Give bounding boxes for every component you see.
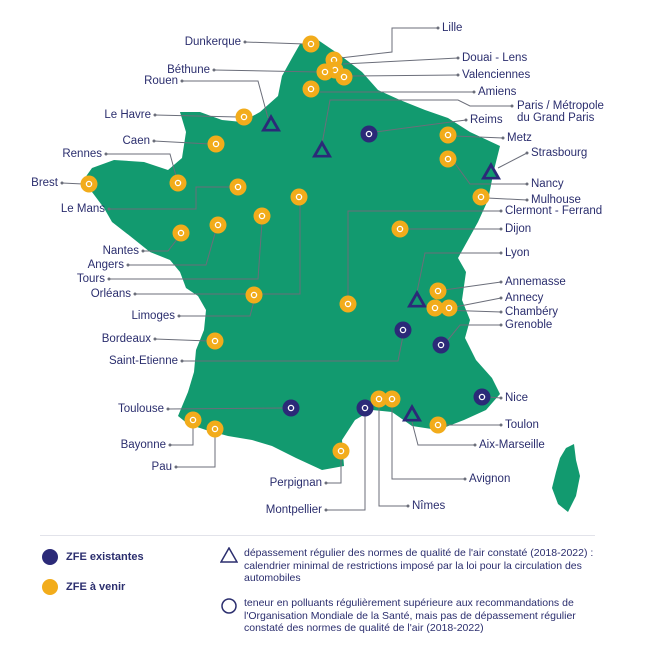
leader-end-rennes [105, 153, 108, 156]
zfe-circle-marker-toulon [430, 417, 447, 434]
city-label-amiens: Amiens [478, 86, 517, 98]
corsica-shape [552, 444, 580, 512]
city-label-nantes: Nantes [102, 245, 139, 257]
leader-end-nancy [526, 183, 529, 186]
city-label-rennes: Rennes [62, 148, 102, 160]
zfe-circle-marker-mulhouse [473, 189, 490, 206]
leader-end-le-mans [108, 208, 111, 211]
leader-end-angers [127, 264, 130, 267]
zfe-circle-marker-tours [254, 208, 271, 225]
zfe-circle-marker-pau [207, 421, 224, 438]
leader-line-lille [340, 28, 438, 58]
city-label-toulouse: Toulouse [117, 403, 164, 415]
leader-end-nimes [407, 505, 410, 508]
zfe-circle-marker-nancy [440, 151, 457, 168]
legend-triangle-text: dépassement régulier des normes de qualité de l'air constaté (2018-2022) : calendrier minimal de restrictions imposé par la loi pour la circulation des automobiles [244, 547, 594, 584]
leader-end-valenciennes [457, 74, 460, 77]
leader-end-brest [61, 182, 64, 185]
leader-line-brest [62, 183, 83, 184]
leader-end-orleans [134, 293, 137, 296]
zfe-circle-marker-saint-etienne [395, 322, 412, 339]
leader-end-tours [108, 278, 111, 281]
leader-end-toulouse [167, 408, 170, 411]
city-label-paris: Paris / Métropole du Grand Paris [517, 100, 604, 124]
leader-end-saint-etienne [181, 360, 184, 363]
leader-end-metz [502, 137, 505, 140]
zfe-circle-marker-nimes [371, 391, 388, 408]
city-label-nimes: Nîmes [412, 500, 446, 512]
legend-divider [40, 535, 595, 536]
zfe-circle-marker-bordeaux [207, 333, 224, 350]
leader-end-rouen [181, 80, 184, 83]
city-label-nice: Nice [505, 392, 529, 404]
leader-end-clermont-ferrand [500, 210, 503, 213]
zfe-circle-marker-metz [440, 127, 457, 144]
city-label-grenoble: Grenoble [505, 319, 553, 331]
zfe-circle-marker-chambery [427, 300, 444, 317]
leader-end-lyon [500, 252, 503, 255]
zfe-circle-marker-nantes [173, 225, 190, 242]
zfe-circle-marker-caen [208, 136, 225, 153]
leader-end-bethune [213, 69, 216, 72]
zfe-circle-marker-brest [81, 176, 98, 193]
zfe-circle-marker-angers [210, 217, 227, 234]
circle-symbol-icon [220, 597, 238, 615]
leader-end-paris [511, 105, 514, 108]
leader-line-mulhouse [487, 198, 527, 200]
leader-end-annemasse [500, 281, 503, 284]
leader-end-nice [500, 397, 503, 400]
city-label-aix-marseille: Aix-Marseille [479, 439, 545, 451]
leader-end-dunkerque [244, 41, 247, 44]
leader-line-bayonne [170, 426, 193, 445]
zfe-circle-marker-valenciennes [336, 69, 353, 86]
leader-line-strasbourg [498, 153, 527, 168]
zfe-circle-marker-clermont-ferrand [340, 296, 357, 313]
zfe-circle-marker-rennes [170, 175, 187, 192]
legend-circle-text: teneur en polluants régulièrement supérieure aux recommandations de l'Organisation Mondiale de la Santé, mais pas de dépassement régulier constaté des normes de qualité de l'air (2018-2022) [244, 597, 576, 634]
legend-upcoming [42, 579, 125, 595]
leader-line-dunkerque [245, 42, 305, 44]
leader-end-avignon [464, 478, 467, 481]
city-label-valenciennes: Valenciennes [462, 69, 531, 81]
triangle-symbol-icon [220, 547, 238, 563]
city-label-le-mans: Le Mans [60, 203, 105, 215]
city-label-brest: Brest [31, 177, 58, 189]
city-label-lyon: Lyon [505, 247, 530, 259]
city-label-metz: Metz [507, 132, 532, 144]
zfe-circle-marker-limoges [246, 287, 263, 304]
legend [0, 535, 650, 645]
zfe-circle-marker-toulouse [283, 400, 300, 417]
city-label-montpellier: Montpellier [265, 504, 322, 516]
leader-line-pau [176, 435, 215, 467]
leader-end-chambery [500, 311, 503, 314]
zfe-circle-marker-amiens [303, 81, 320, 98]
leader-line-valenciennes [350, 75, 458, 76]
leader-end-bayonne [169, 444, 172, 447]
city-label-annecy: Annecy [505, 292, 544, 304]
legend-upcoming-label: ZFE à venir [66, 581, 126, 593]
zfe-circle-marker-nice [474, 389, 491, 406]
city-label-perpignan: Perpignan [269, 477, 322, 489]
leader-end-mulhouse [526, 199, 529, 202]
city-label-bordeaux: Bordeaux [101, 333, 151, 345]
leader-end-nantes [142, 250, 145, 253]
zfe-circle-marker-grenoble [433, 337, 450, 354]
upcoming-zfe-swatch [42, 579, 58, 595]
city-label-avignon: Avignon [469, 473, 511, 485]
zfe-circle-marker-bethune [317, 64, 334, 81]
leader-end-limoges [178, 315, 181, 318]
legend-existing-label: ZFE existantes [66, 551, 144, 563]
leader-end-perpignan [325, 482, 328, 485]
zfe-circle-marker-reims [361, 126, 378, 143]
city-label-saint-etienne: Saint-Etienne [108, 355, 178, 367]
city-label-douai-lens: Douai - Lens [462, 52, 528, 64]
leader-end-montpellier [325, 509, 328, 512]
leader-end-lille [437, 27, 440, 30]
zfe-circle-marker-dunkerque [303, 36, 320, 53]
zfe-circle-marker-le-mans [230, 179, 247, 196]
zfe-circle-marker-montpellier [357, 400, 374, 417]
leader-end-pau [175, 466, 178, 469]
city-label-pau: Pau [151, 461, 172, 473]
city-label-lille: Lille [442, 22, 463, 34]
leader-end-bordeaux [154, 338, 157, 341]
leader-end-toulon [500, 424, 503, 427]
leader-end-douai-lens [457, 57, 460, 60]
leader-end-dijon [500, 228, 503, 231]
city-label-annemasse: Annemasse [505, 276, 566, 288]
city-label-tours: Tours [76, 273, 105, 285]
leader-end-aix-marseille [474, 444, 477, 447]
zfe-circle-marker-le-havre [236, 109, 253, 126]
leader-line-douai-lens [343, 58, 458, 64]
city-label-le-havre: Le Havre [104, 109, 151, 121]
zfe-circle-marker-perpignan [333, 443, 350, 460]
city-label-toulon: Toulon [505, 419, 539, 431]
zfe-circle-marker-bayonne [185, 412, 202, 429]
city-label-clermont-ferrand: Clermont - Ferrand [505, 205, 603, 217]
city-label-limoges: Limoges [131, 310, 175, 322]
zfe-circle-marker-dijon [392, 221, 409, 238]
city-label-angers: Angers [87, 259, 124, 271]
leader-end-grenoble [500, 324, 503, 327]
city-label-caen: Caen [122, 135, 150, 147]
city-label-dunkerque: Dunkerque [184, 36, 241, 48]
city-label-nancy: Nancy [531, 178, 564, 190]
city-label-strasbourg: Strasbourg [531, 147, 588, 159]
leader-end-reims [465, 119, 468, 122]
legend-existing [42, 549, 144, 565]
leader-end-strasbourg [526, 152, 529, 155]
zfe-circle-marker-annemasse [430, 283, 447, 300]
city-label-rouen: Rouen [144, 75, 178, 87]
city-label-chambery: Chambéry [505, 306, 559, 318]
city-label-dijon: Dijon [505, 223, 532, 235]
leader-end-le-havre [154, 114, 157, 117]
city-label-bayonne: Bayonne [120, 439, 166, 451]
city-label-mulhouse: Mulhouse [531, 194, 581, 206]
leader-end-caen [153, 140, 156, 143]
city-label-orleans: Orléans [90, 288, 131, 300]
leader-end-annecy [500, 297, 503, 300]
city-label-bethune: Béthune [167, 64, 210, 76]
existing-zfe-swatch [42, 549, 58, 565]
leader-end-amiens [473, 91, 476, 94]
city-label-reims: Reims [470, 114, 503, 126]
zfe-circle-marker-orleans [291, 189, 308, 206]
